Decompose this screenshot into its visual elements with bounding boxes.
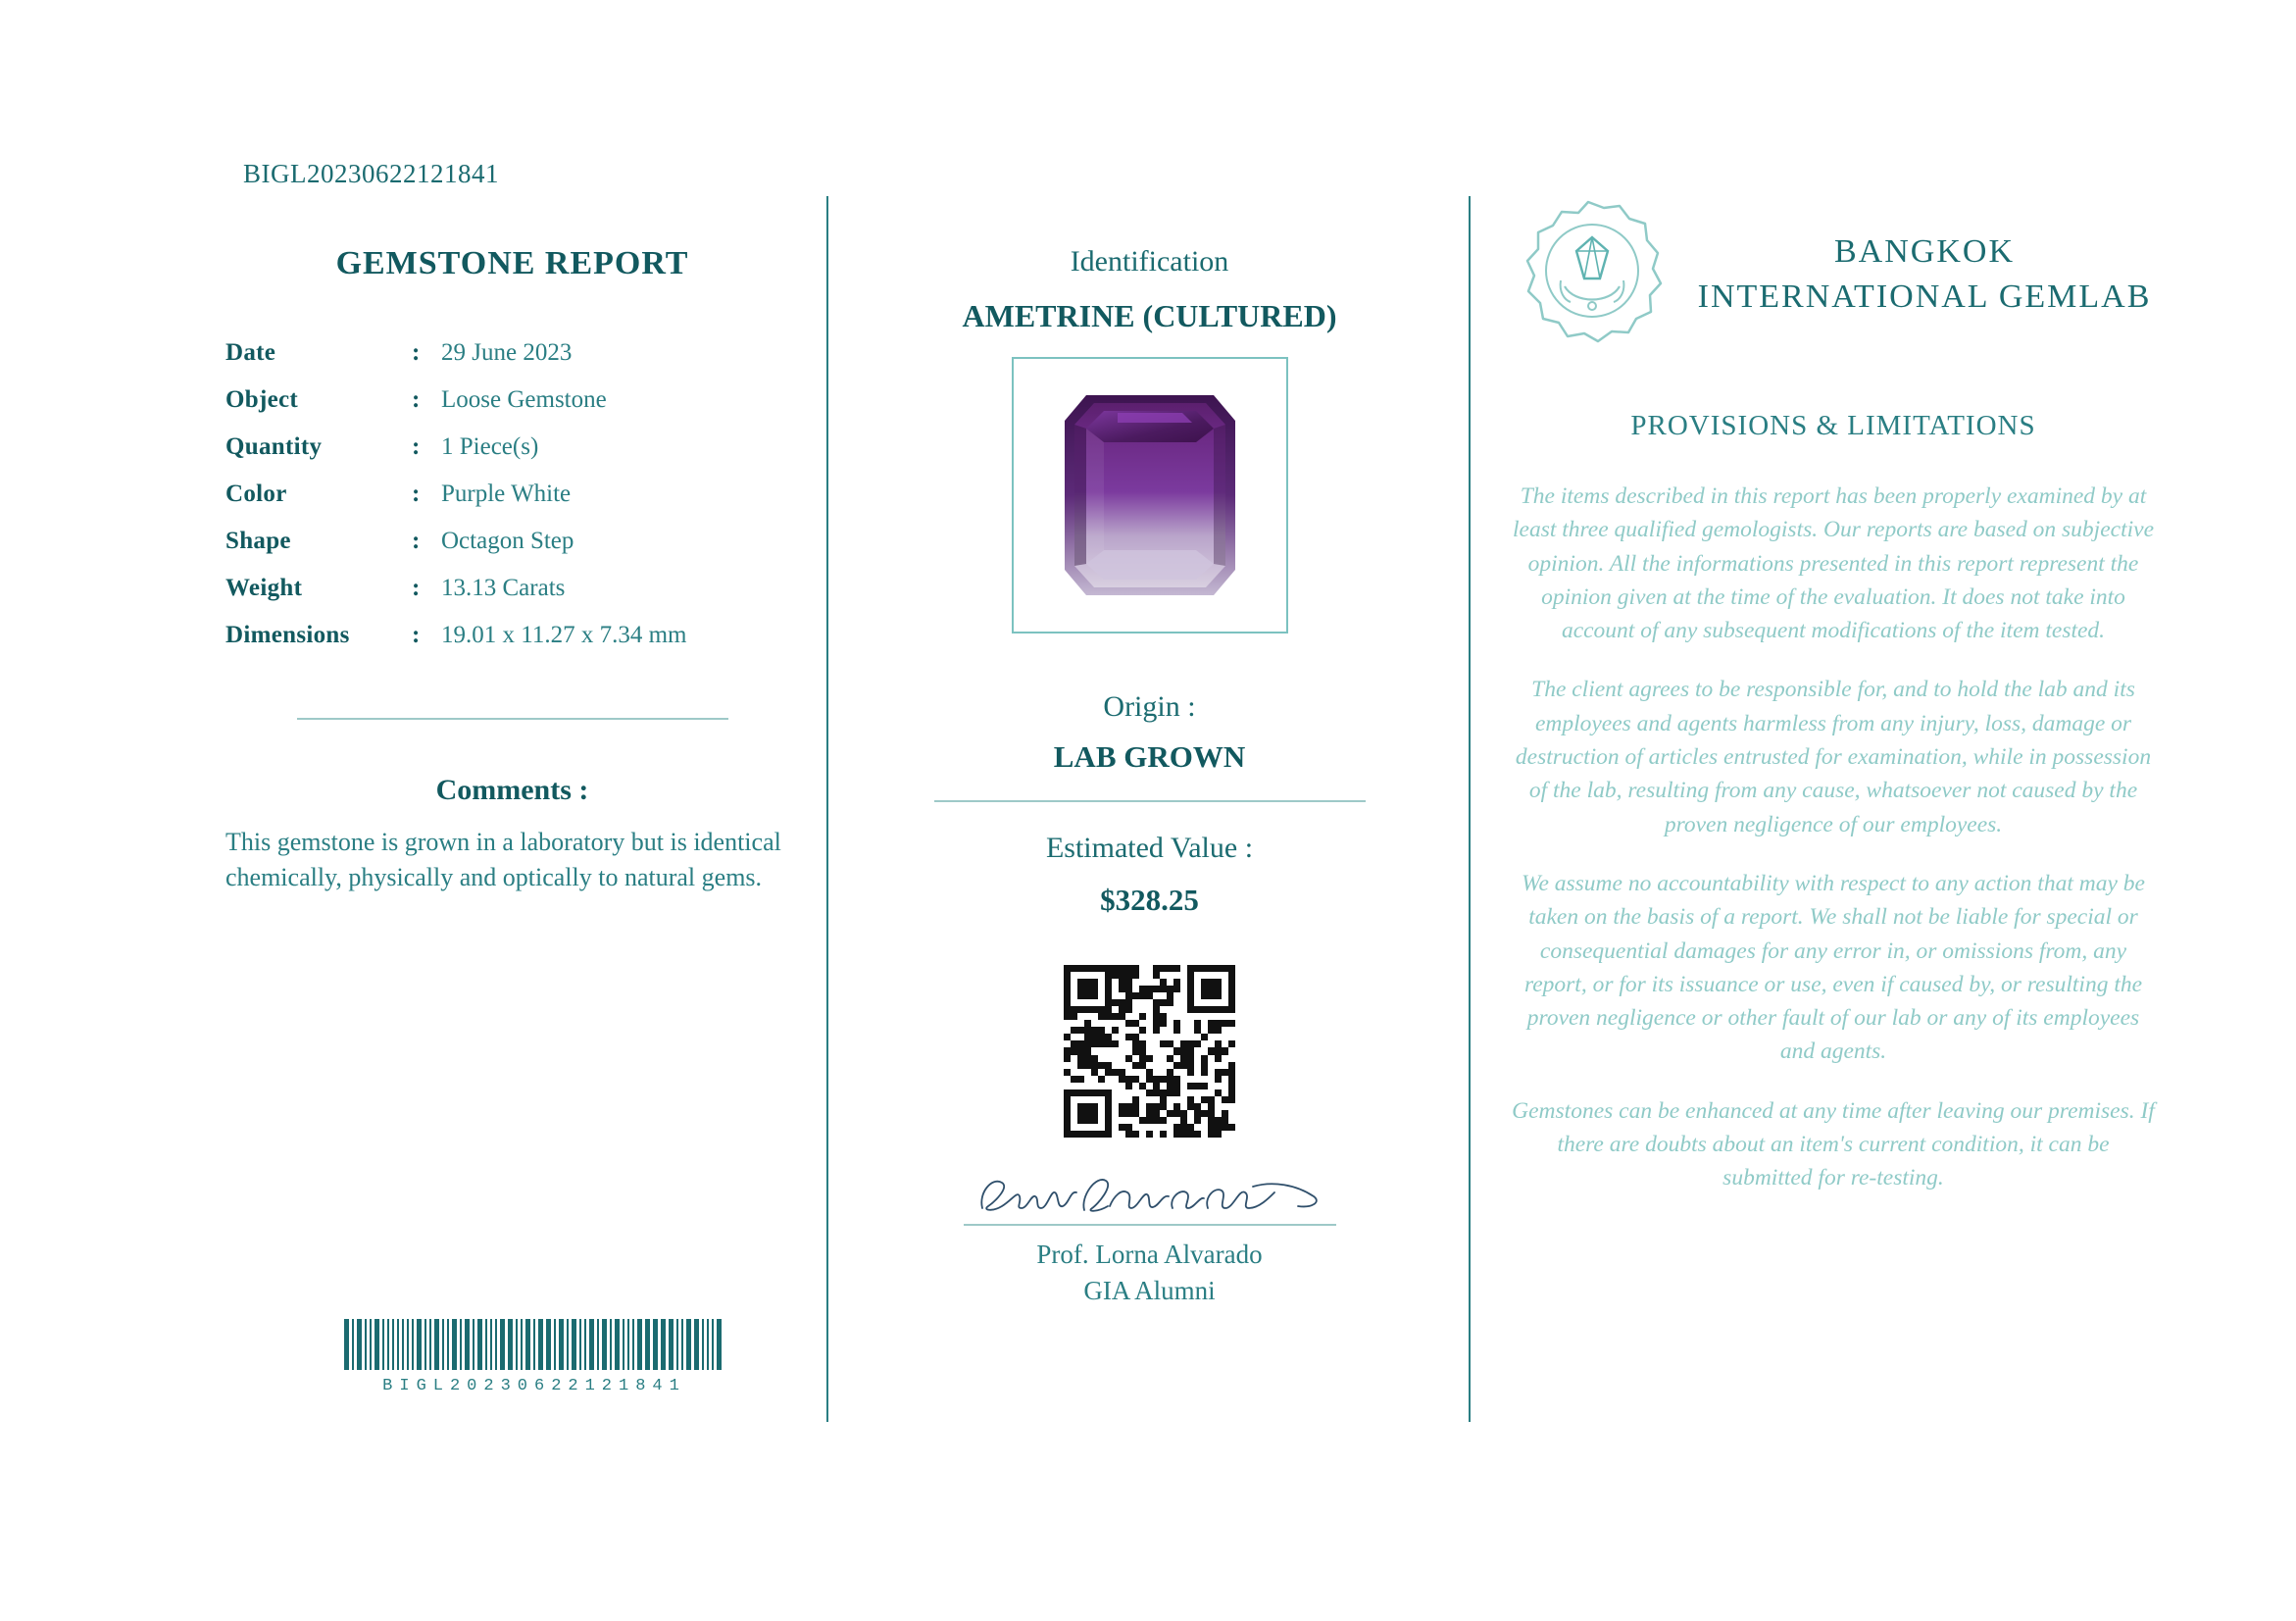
gemlab-logo-icon xyxy=(1510,196,1667,353)
identification-label: Identification xyxy=(1070,245,1229,278)
provision-paragraph: We assume no accountability with respect to any action that may be taken on the basis of a report. We shall not be liable for special or consequential damages for any error in, or omissions from, any report, or for its issuance or use, even if caused by, or resulting the proven negligence or other fault of our lab or any of its employees and agents. xyxy=(1522,870,2145,1065)
barcode-bars xyxy=(324,1319,745,1370)
signatory-title: GIA Alumni xyxy=(1083,1276,1216,1306)
origin-value: LAB GROWN xyxy=(1053,739,1246,774)
spec-value: 13.13 Carats xyxy=(441,575,566,601)
spec-colon: : xyxy=(412,433,421,460)
spec-row xyxy=(225,612,799,659)
estimated-value-label: Estimated Value : xyxy=(1045,832,1254,864)
gemstone-image-frame xyxy=(1012,357,1288,633)
middle-divider-rule xyxy=(934,800,1366,802)
brand-name: BANGKOK INTERNATIONAL GEMLAB xyxy=(1697,233,2152,315)
column-divider-right xyxy=(1469,196,1471,1422)
provisions-title: PROVISIONS & LIMITATIONS xyxy=(1630,410,2036,441)
provision-paragraph: Gemstones can be enhanced at any time after leaving our premises. If there are doubts about an item's current condition, it can be submitted for re-testing. xyxy=(1512,1097,2155,1191)
spec-row xyxy=(225,565,799,612)
spec-colon: : xyxy=(412,528,421,554)
spec-key: Dimensions xyxy=(225,622,350,648)
spec-value: Octagon Step xyxy=(441,528,574,554)
middle-column xyxy=(882,245,1417,1308)
page-title: GEMSTONE REPORT xyxy=(335,245,689,281)
spec-colon: : xyxy=(412,386,421,413)
spec-row xyxy=(225,377,799,424)
spec-key: Date xyxy=(225,339,276,366)
spec-value: 29 June 2023 xyxy=(441,339,573,366)
signatory-name: Prof. Lorna Alvarado xyxy=(1036,1240,1263,1269)
spec-colon: : xyxy=(412,339,421,366)
left-column xyxy=(225,245,799,895)
signature-rule xyxy=(964,1224,1336,1226)
spec-row xyxy=(225,329,799,377)
spec-key: Object xyxy=(225,386,298,413)
spec-value: 1 Piece(s) xyxy=(441,433,539,460)
barcode-text: BIGL20230622121841 xyxy=(382,1377,686,1395)
comments-body: This gemstone is grown in a laboratory but is identical chemically, physically and optically to natural gems. xyxy=(225,828,781,891)
identification-name: AMETRINE (CULTURED) xyxy=(962,298,1337,333)
provisions-body xyxy=(1510,480,2157,1195)
left-divider-rule xyxy=(297,718,728,720)
signature-area xyxy=(882,1167,1417,1226)
barcode xyxy=(324,1319,745,1395)
spec-key: Quantity xyxy=(225,433,323,460)
estimated-value-amount: $328.25 xyxy=(1100,883,1199,917)
qr-code[interactable] xyxy=(1064,965,1236,1138)
spec-colon: : xyxy=(412,575,421,601)
spec-colon: : xyxy=(412,622,421,648)
report-number: BIGL20230622121841 xyxy=(243,159,499,188)
signature-icon xyxy=(959,1167,1341,1222)
specs-table xyxy=(225,329,799,659)
spec-value: Purple White xyxy=(441,481,572,507)
comments-title: Comments : xyxy=(435,774,589,806)
provision-paragraph: The items described in this report has been properly examined by at least three qualified gemologists. Our reports are based on subjective opinion. All the informations presented in this report represent the opinion given at the time of the evaluation. It does not take into account of any subsequent modifications of the item tested. xyxy=(1513,483,2154,644)
brand-header xyxy=(1510,196,2157,353)
column-divider-left xyxy=(826,196,828,1422)
spec-row xyxy=(225,424,799,471)
spec-value: 19.01 x 11.27 x 7.34 mm xyxy=(441,622,687,648)
origin-label: Origin : xyxy=(1103,690,1196,723)
spec-colon: : xyxy=(412,481,421,507)
spec-row xyxy=(225,518,799,565)
provision-paragraph: The client agrees to be responsible for, and to hold the lab and its employees and agents harmless from any injury, loss, damage or destruction of articles entrusted for examination, while in possession of the lab, resulting from any cause, whatsoever not caused by the proven negligence of our employees. xyxy=(1515,677,2152,837)
spec-row xyxy=(225,471,799,518)
gemstone-icon xyxy=(1057,378,1243,613)
spec-key: Shape xyxy=(225,528,291,554)
right-column xyxy=(1510,196,2157,1221)
spec-key: Color xyxy=(225,481,287,507)
spec-value: Loose Gemstone xyxy=(441,386,607,413)
spec-key: Weight xyxy=(225,575,303,601)
